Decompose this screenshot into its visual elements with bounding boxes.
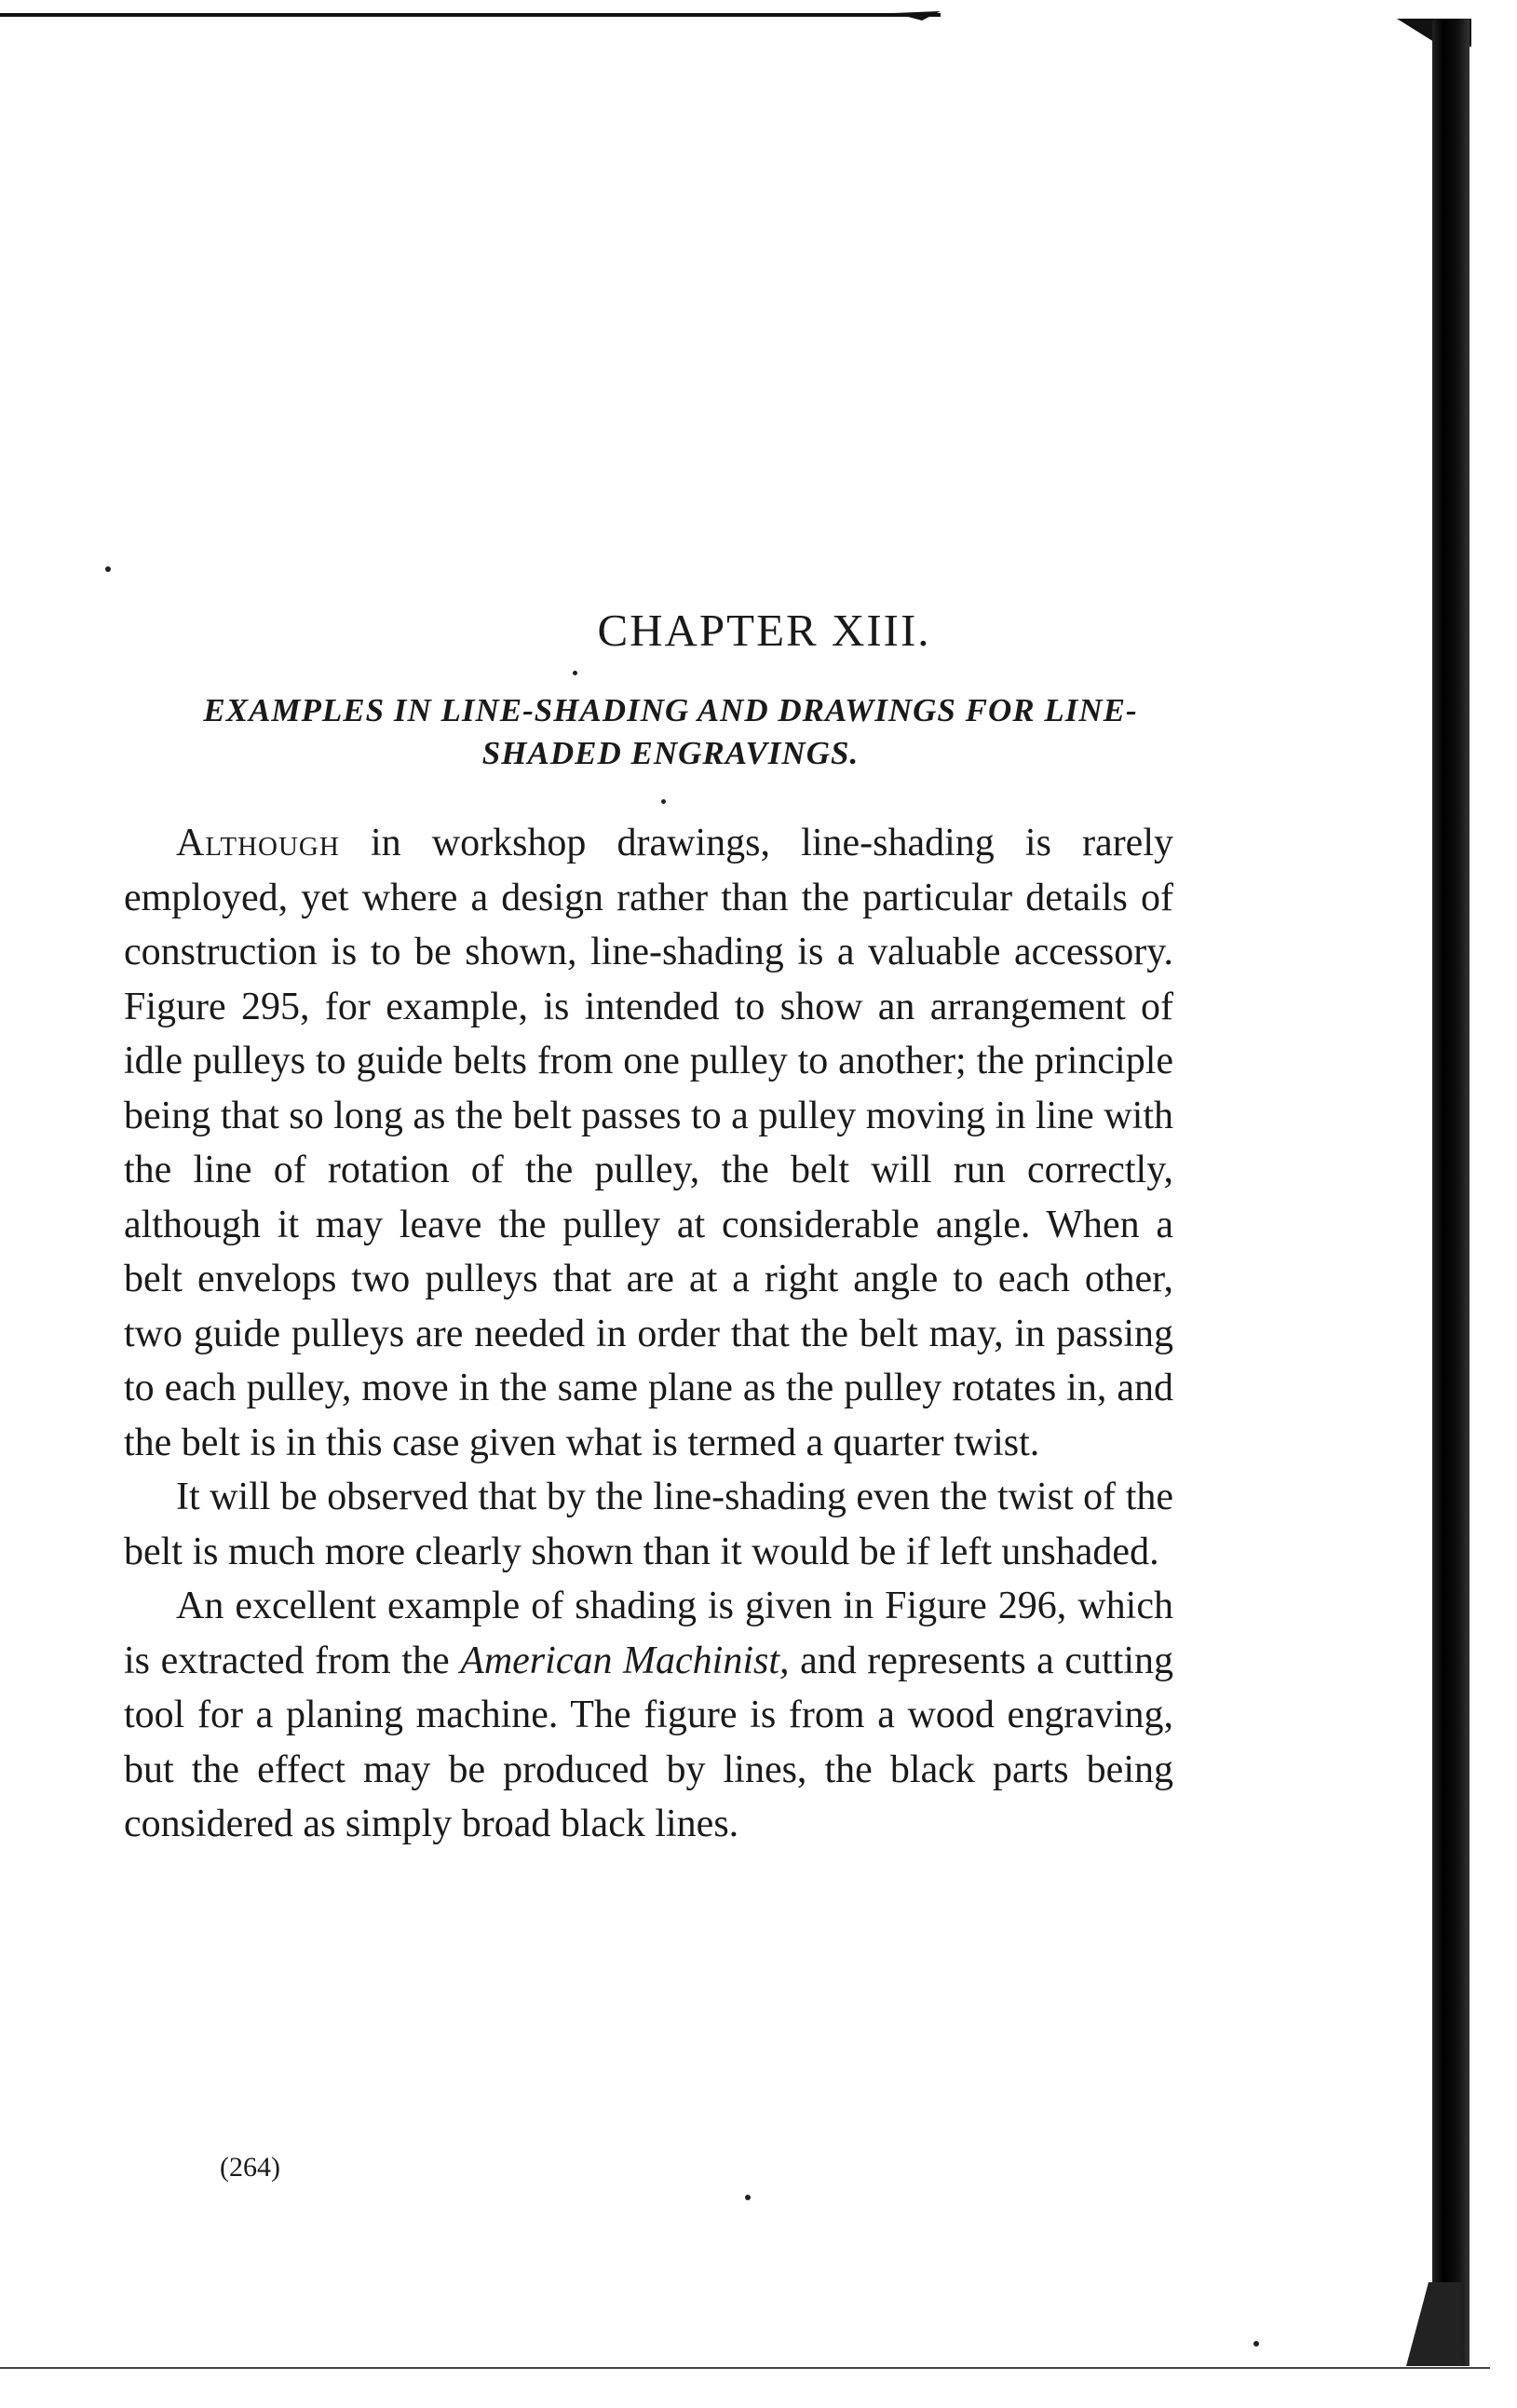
scan-speck (105, 566, 111, 572)
page-number: (264) (220, 2152, 280, 2183)
paragraph-text: in workshop drawings, line-shading is rarely employed, yet where a design rather than the particular details of construction is to be shown, line-shading is a valuable accessory. Figure 295, for example, is intended to show an arrangement of idle pulleys to guide belts from one pulley to another; the principle being that so long as the belt passes to a pulley moving in line with the line of rotation of the pulley, the belt will run correctly, although it may leave the pulley at considerable angle. When a belt envelops two pulleys that are at a right angle to each other, two guide pulleys are needed in order that the belt may, in passing to each pulley, move in the same plane as the pulley rotates in, and the belt is in this case given what is termed a quarter twist. (124, 822, 1173, 1464)
chapter-heading: CHAPTER XIII. (597, 605, 931, 656)
paragraph-3 (124, 1579, 1173, 1852)
paragraph-2 (124, 1470, 1173, 1579)
body-text (124, 816, 1173, 1852)
scan-bottom-rule (0, 2367, 1490, 2369)
journal-title: American Machinist, (460, 1639, 790, 1682)
paragraph-text: and represents a cutting tool for a planing machine. The figure is from a wood engraving, but the effect may be produced by lines, the black parts being considered as simply broad black lines. (124, 1639, 1174, 1845)
paragraph-1 (124, 816, 1173, 1470)
scan-speck (1253, 2341, 1259, 2347)
scan-speck (661, 799, 666, 804)
paragraph-text: It will be observed that by the line-shading even the twist of the belt is much more clearly shown than it would be if left unshaded. (124, 1476, 1173, 1573)
book-spine-edge (1432, 19, 1470, 2366)
paragraph-text: An excellent example of shading is given in Figure 296, which is extracted from the (124, 1585, 1173, 1682)
paragraph-lead-word: Although (176, 822, 340, 864)
book-spine-foot (1406, 2282, 1462, 2366)
chapter-title: EXAMPLES IN LINE-SHADING AND DRAWINGS FOR LINE-SHADED ENGRAVINGS. (203, 692, 1138, 771)
scan-speck (573, 671, 577, 675)
scan-speck (745, 2195, 751, 2200)
scan-top-rule (0, 13, 941, 17)
